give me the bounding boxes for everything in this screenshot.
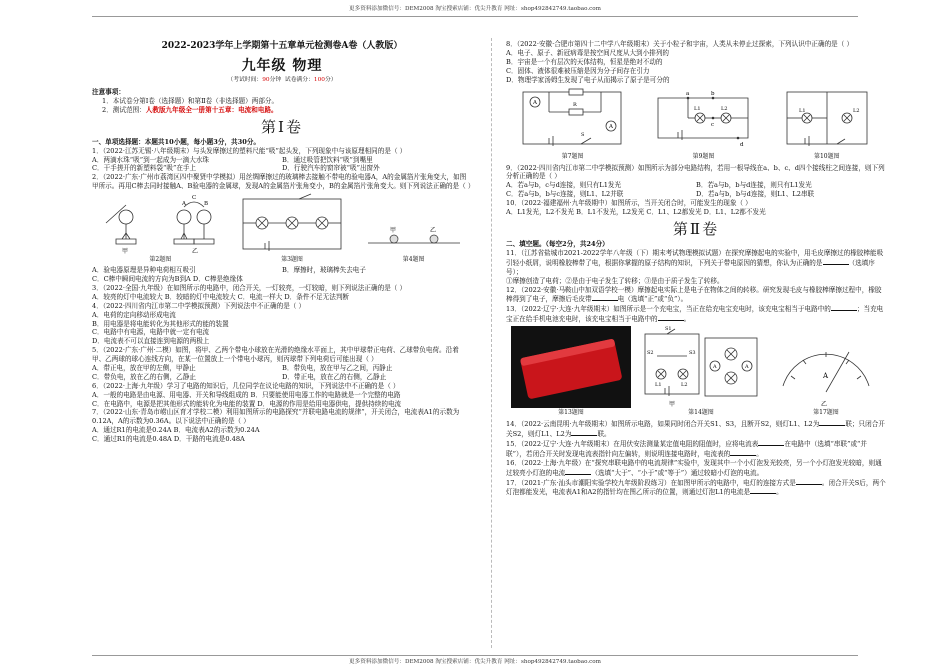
switch-s3-label: S3: [689, 350, 696, 357]
q14-blank-2[interactable]: [571, 429, 597, 436]
q2-option-cd: C．C棒中瞬间电流的方向为B到A D．C棒是绝缘体: [92, 275, 243, 284]
left-column: [92, 40, 475, 444]
fig10-caption: 第10题图: [813, 153, 840, 161]
q14-stem: [506, 419, 886, 439]
figure-q9: [648, 86, 758, 161]
figure-q2: [100, 193, 220, 264]
page-footer-ad: 更多资料添加微信号：DEM2008 淘宝搜索店铺：优尖升教育 网址：shop492842749.taobao.com: [349, 659, 601, 666]
fig14-caption: 第14题图: [688, 409, 714, 417]
q10-stem: 10．（2022·福建福州·九年级期中）如图所示，当开关闭合时，可能发生的现象（ ）: [506, 199, 752, 208]
q14-mid: 联；只闭合开关S2，则灯L1、L2为: [506, 420, 885, 439]
terminal-d: d: [740, 142, 745, 149]
q17-mid: 。闭合开关S后，两个灯泡都能发光，电流表A1和A2的指针均在图乙所示的位置，则通过灯泡L1的电流是: [506, 478, 886, 497]
q13-blank-2[interactable]: [658, 314, 684, 321]
q11-text: 11．（江苏省盐城市2021-2022学年八年级（下）期末考试物理模拟试题）在探究摩擦起电的实验中，用毛皮摩擦过的橡胶棒能吸引轻小纸屑，说明橡胶棒带了电，根据你掌握的原子结构的知识，下列关于带电原因的猜想，你认为正确的是: [506, 249, 884, 267]
q17-end: 。: [776, 488, 783, 497]
fig4-caption: 第4题图: [402, 256, 425, 264]
page-header-ad: 更多资料添加微信号：DEM2008 淘宝搜索店铺：优尖升教育 网址：shop492842749.taobao.com: [349, 6, 601, 12]
figure-q7: [515, 86, 630, 161]
resistor-label: R: [573, 102, 577, 109]
q10-l2-label: L2: [852, 108, 860, 115]
label-a: A: [182, 201, 187, 208]
q16-stem: [506, 459, 886, 478]
q14-l1-label: L1: [655, 382, 662, 389]
right-column: [506, 40, 886, 497]
q5-option-c: C．带负电，放在乙的右侧，乙静止: [92, 372, 196, 381]
q7-option-cd: C．通过R1的电流是0.48A D．干路的电流是0.48A: [92, 435, 245, 444]
fig2-caption: 第2题图: [149, 256, 172, 264]
switch-s1-label: S1: [665, 326, 672, 333]
ammeter-a1-symbol: A: [533, 100, 538, 107]
lamp-l1-label: L1: [694, 106, 701, 113]
q1-options: [92, 156, 472, 174]
label-b: B: [204, 201, 209, 208]
time-label: （考试时间：: [227, 77, 263, 84]
terminal-c: c: [711, 122, 715, 129]
q15-blank-1[interactable]: [758, 439, 784, 446]
figures-row-2-4: [92, 193, 472, 264]
q16-blank[interactable]: [565, 468, 591, 475]
q8-stem: 8．（2022·安徽·合肥市第四十二中学八年级期末）关于小粒子和宇宙，人类从未停止过探索，下列认识中正确的是（ ）: [506, 40, 854, 48]
q9-stem: 9．（2022·四川省内江市第二中学模拟预测）如图所示为部分电路结构，若用一根导线在a、b、c、d四个接线柱之间连接，则下列分析正确的是（ ）: [506, 163, 885, 181]
q5-option-a: A．带正电，放在甲的左侧，甲静止: [92, 364, 196, 372]
q14-label-jia: 甲: [669, 401, 676, 409]
q14-end: 联。: [597, 430, 611, 439]
charged-balls-diagram: [364, 225, 464, 255]
q1-option-b: B．通过吸管把饮料“吸”到嘴里: [282, 155, 373, 164]
q13-text: 13．（2022·辽宁·大连·九年级期末）如图所示是一个充电宝，当正在给充电宝充电时，该充电宝相当于电路中的: [506, 305, 831, 314]
q8-option-c: C．固体、液体很难被压缩是因为分子间存在引力: [506, 66, 650, 75]
subject-title: 九年级 物理: [241, 58, 323, 75]
q17-blank-1[interactable]: [796, 478, 822, 485]
fig17-caption: 第17题图: [813, 409, 839, 417]
q13-end: 。: [683, 315, 691, 324]
q2-options: [92, 266, 472, 275]
q12-stem: [506, 286, 886, 305]
figure-q14: [641, 326, 761, 417]
q3-stem: 3．（2022·全国·九年级）在如图所示的电路中，闭合开关，一灯较亮，一灯较暗，则下列说法正确的是（ ）: [92, 283, 407, 292]
q6-option-ab: A．一般的电路是由电源、用电器、开关和导线组成的 B．只要能使用电器工作的电路就是一个完整的电路: [92, 390, 401, 399]
part1-section-heading: 一、单项选择题：本题共10小题，每小题3分，共30分。: [92, 137, 261, 146]
q17-label-yi: 乙: [821, 401, 828, 409]
part2-title: 第Ⅱ卷: [672, 219, 720, 238]
ball-label-yi: 乙: [429, 227, 436, 235]
q11-blank[interactable]: [823, 258, 849, 265]
q5-options: [92, 364, 472, 382]
marks-label: 试卷满分：: [284, 77, 314, 84]
short-circuit-diagram: [777, 86, 877, 152]
q13-stem: [506, 304, 886, 324]
q15-stem: [506, 439, 886, 459]
q4-option-d: D．电流表不可以直接连到电源的两极上: [92, 337, 210, 346]
label-c: C: [192, 195, 197, 202]
q6-option-cd: C．在电路中，电源是把其他形式的能转化为电能的装置 D．电源的作用是给用电器供电，提供持续的电流: [92, 399, 402, 408]
q1-option-d: D．行驶汽车的窗帘被“吸”出窗外: [282, 164, 380, 173]
marks-unit: 分）: [324, 77, 337, 84]
q4-stem: 4．（2022·四川省内江市第二中学模拟预测）下列说法中不正确的是（ ）: [92, 301, 306, 310]
terminal-circuit: [648, 86, 758, 152]
notes-heading: 注意事项：: [92, 87, 125, 96]
q7-stem: 7．（2022·山东·青岛市崂山区育才学校二模）利用如图所示的电路探究“并联电路电流的规律”，开关闭合，电流表A1的示数为0.12A，A的示数为0.36A。以下说法中正确的是（ ）: [92, 408, 460, 426]
fig2-label-yi: 乙: [192, 248, 199, 256]
q12-text: 12．（2022·安徽·马鞍山中加双语学校一模）摩擦起电实际上是电子在物体之间的转移。研究发现毛皮与橡胶棒摩擦过程中，橡胶棒得到了电子，摩擦后毛皮带: [506, 285, 882, 304]
q15-blank-2[interactable]: [730, 449, 756, 456]
fig9-caption: 第9题图: [692, 153, 715, 161]
q5-stem: 5．（2022·广东·广州·二模）如图，将甲、乙两个带电小球放在光滑的绝缘水平面上，其中甲球带正电荷、乙球带负电荷。沿着甲、乙两球的球心连线方向，在某一位置放上一个带电小球丙，则丙球带下列电荷后可能出现（ ）: [92, 346, 459, 364]
q11-options: ①摩擦创造了电荷；②是由于电子发生了转移；③是由于质子发生了转移。: [506, 276, 724, 285]
q11-tail: （选填序号）；: [506, 258, 875, 276]
fig2-label-jia: 甲: [122, 248, 129, 256]
q13-mid: ；当充电宝正在给手机电池充电时，该充电宝相当于电路中的: [506, 305, 884, 324]
q1-stem: 1．（2022·江苏无锡·八年级期末）与头发摩擦过的塑料尺能“吸”起头发，下列现象中与该原理相同的是（ ）: [92, 146, 407, 155]
q2-option-a: A．验电器原理是异种电荷相互吸引: [92, 266, 196, 275]
ammeter-dial: [771, 326, 881, 408]
part2-section-heading: 二、填空题。（每空2分，共24分）: [506, 240, 609, 249]
q14-ammeter-2: A: [745, 364, 749, 371]
q2-option-b: B．摩擦时，玻璃棒失去电子: [282, 266, 366, 275]
ball-label-jia: 甲: [389, 227, 396, 235]
figure-q13: [511, 326, 631, 417]
q10-l1-label: L1: [798, 108, 806, 115]
q9-option-d: D．若a与b，b与d连接，则L1、L2串联: [696, 190, 815, 199]
q16-tail: （选填“大于”、“小于”或“等于”）通过较暗小灯泡的电流。: [591, 468, 764, 477]
q9-option-a: A．若a与b，c与d连接，则只有L1发光: [506, 181, 622, 190]
header-rule: [92, 16, 858, 17]
dial-unit: A: [823, 372, 829, 381]
q15-mid: 在电路中（选填“串联”或“并联”），若闭合开关时发现电流表指针向左偏转，则说明连接电路时，电流表的: [506, 440, 868, 458]
q2-stem: 2．（2022·广东·广州市荔湾区四中聚贤中学模拟）用丝绸摩擦过的玻璃棒去接触不带电的验电器A，A的金属箔片张角变大，如图甲所示。再用C棒去同时接触A、B验电器的金属球，发现A的金属箔片张角变小，B的金属箔片张角变大。则下列说法正确的是（ ）: [92, 173, 475, 191]
figure-q10: [777, 86, 877, 161]
figures-row-13-17: [506, 326, 886, 417]
figure-q4: [364, 225, 464, 264]
q13-blank-1[interactable]: [831, 304, 857, 311]
time-unit: 分钟: [269, 77, 282, 84]
q15-text: 15．（2022·辽宁·大连·九年级期末）在用伏安法测量某定值电阻的阻值时，应将电流表: [506, 440, 759, 449]
q10-options: A．L1发光，L2不发光 B．L1不发光，L2发光 C．L1、L2都发光 D．L1、L2都不发光: [506, 208, 766, 216]
q17-blank-2[interactable]: [750, 487, 776, 494]
switch-label: S: [581, 132, 585, 139]
figure-q3: [237, 193, 347, 264]
time-value: 90: [262, 77, 270, 84]
note-2-scope: 人教版九年级全一册第十五章：电流和电路。: [145, 105, 278, 114]
q7-option-ab: A．通过R1的电流是0.24A B．电流表A2的示数为0.24A: [92, 426, 260, 435]
q15-end: 。: [756, 449, 763, 458]
q9-options: [506, 181, 886, 199]
power-bank-photo: [511, 326, 631, 408]
electroscope-illustration: [100, 193, 220, 255]
exam-title: 2022-2023学年上学期第十五章单元检测卷A卷（人教版）: [161, 41, 403, 51]
q9-option-c: C．若a与b，b与c连接，则L1、L2并联: [506, 190, 624, 199]
q1-option-c: C．干手搓开的新塑料袋“吸”在手上: [92, 164, 197, 173]
q8-option-a: A．电子、原子、新冠病毒是按空间尺度从大到小排列的: [506, 48, 670, 57]
q16-text: 16．（2022·上海·九年级）在“探究串联电路中的电流规律”实验中，发现其中一个小灯泡发光较亮，另一个小灯泡发光较暗，则通过较亮小灯泡的电流: [506, 458, 882, 477]
note-1: 1．本试卷分第Ⅰ卷（选择题）和第Ⅱ卷（非选择题）两部分。: [102, 96, 279, 105]
note-2-prefix: 2．测试范围：: [102, 105, 146, 114]
ammeter-a-symbol: A: [609, 124, 614, 131]
fig3-caption: 第3题图: [281, 256, 303, 264]
lamp-l2-label: L2: [721, 106, 728, 113]
q14-text: 14．（2022·云南昆明·九年级期末）如图所示电路，如果同时闭合开关S1、S3，且断开S2，则灯L1、L2为: [506, 420, 820, 429]
circuit-two-lamps: [237, 193, 347, 255]
terminal-b: b: [711, 91, 716, 98]
switch-s2-label: S2: [647, 350, 654, 357]
q9-option-b: B．若a与b，b与d连接，则只有L1发光: [696, 181, 812, 190]
q8-option-b: B．宇宙是一个有层次的天体结构，恒星是绝对不动的: [506, 57, 663, 66]
q5-option-b: B．带负电，放在甲与乙之间，丙静止: [282, 364, 393, 372]
q5-option-d: D．带正电，放在乙的右侧，乙静止: [282, 372, 387, 381]
q17-text: 17．（2021·广东·汕头市潮阳实验学校九年级阶段练习）在如图甲所示的电路中，电灯的连接方式是: [506, 478, 796, 487]
marks-value: 100: [313, 77, 325, 84]
q11-stem: [506, 249, 886, 277]
figure-q17: [771, 326, 881, 417]
footer-rule: [92, 655, 858, 656]
q8-option-d: D．物理学家汤姆生发现了电子从而揭示了原子是可分的: [506, 75, 670, 84]
q14-l2-label: L2: [681, 382, 688, 389]
q17-stem: [506, 478, 886, 498]
fig13-caption: 第13题图: [558, 409, 584, 417]
switches-lamps-circuits: [641, 326, 761, 408]
terminal-a: a: [686, 91, 690, 98]
part1-title: 第Ⅰ卷: [261, 117, 303, 136]
q12-blank[interactable]: [592, 294, 618, 301]
q4-option-c: C．电路中有电源，电路中就一定有电流: [92, 328, 210, 337]
parallel-resistor-circuit: [515, 86, 630, 152]
q4-option-b: B．用电器是将电能转化为其他形式的能的装置: [92, 319, 229, 328]
q1-option-a: A．两滴水珠“吸”到一起成为一滴大水珠: [92, 155, 210, 164]
q3-options: A．较亮的灯中电流较大 B．较暗的灯中电流较大 C．电流一样大 D．条件不足无法判断: [92, 292, 350, 301]
fig7-caption: 第7题图: [561, 153, 584, 161]
q4-option-a: A．电荷的定向移动形成电流: [92, 310, 176, 319]
q14-blank-1[interactable]: [819, 419, 845, 426]
q6-stem: 6．（2022·上海·九年级）学习了电路的知识后，几位同学在议论电路的知识，下列说法中不正确的是（ ）: [92, 381, 400, 390]
exam-meta: [92, 77, 472, 85]
q14-ammeter-1: A: [713, 364, 717, 371]
q12-tail: 电（选填“正”或“负”）。: [617, 295, 688, 304]
column-divider: [491, 38, 492, 648]
figures-row-7-10: [506, 86, 886, 161]
note-2: [92, 106, 472, 115]
